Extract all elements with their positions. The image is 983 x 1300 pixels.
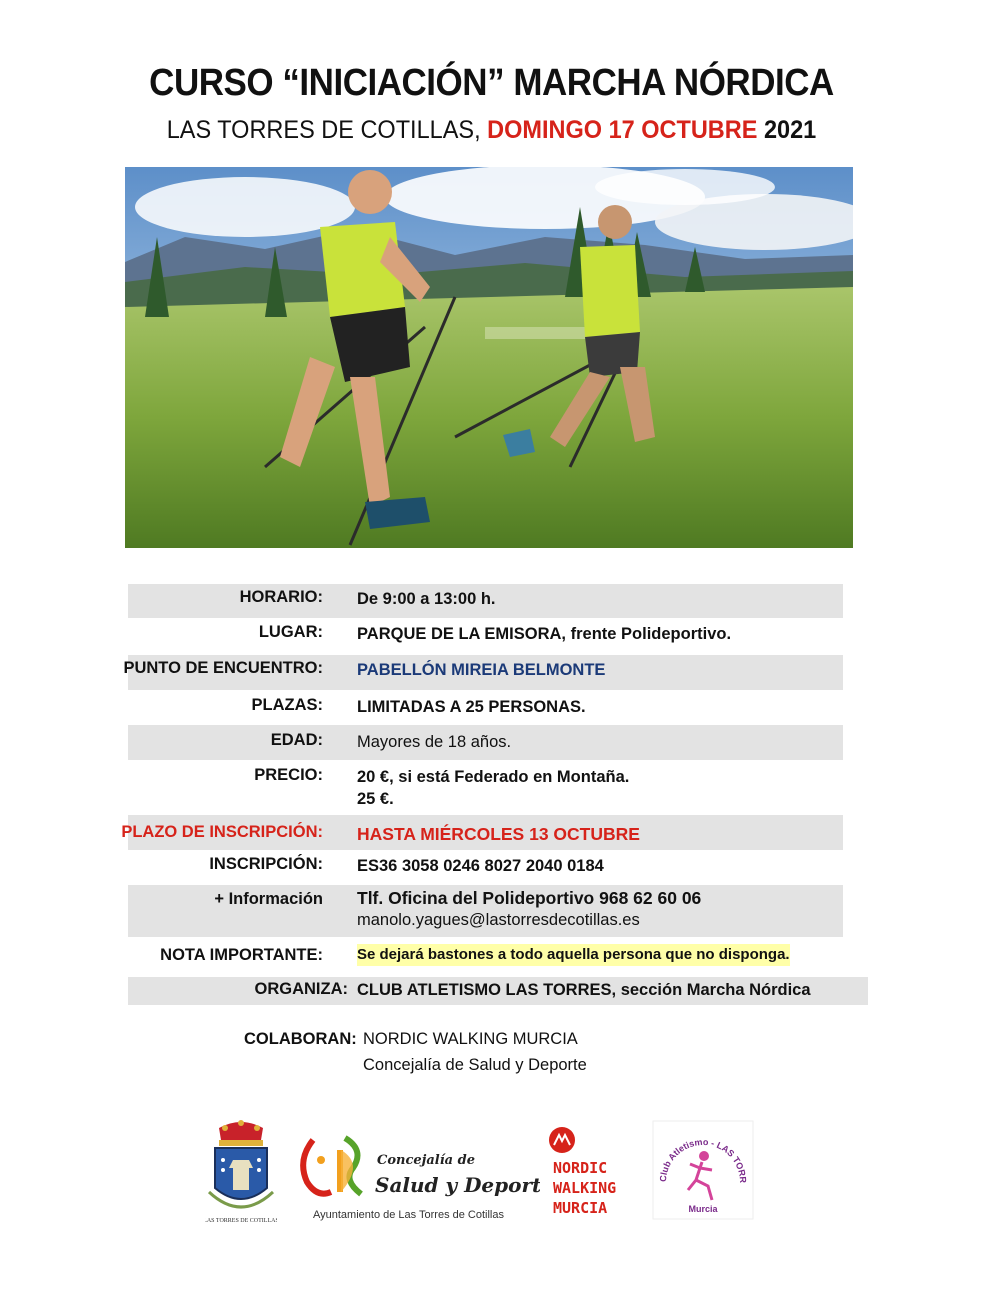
value-inscripcion: ES36 3058 0246 8027 2040 0184 xyxy=(357,857,604,875)
label-info: + Información xyxy=(214,890,323,908)
coat-of-arms-text: LAS TORRES DE COTILLAS xyxy=(205,1218,277,1224)
row-precio xyxy=(128,760,843,815)
row-horario xyxy=(128,584,843,618)
value-lugar: PARQUE DE LA EMISORA, frente Polideportivo. xyxy=(357,625,732,643)
value-horario: De 9:00 a 13:00 h. xyxy=(357,590,496,608)
label-plazas: PLAZAS: xyxy=(251,696,323,714)
row-edad xyxy=(128,725,843,760)
value-info-email[interactable]: manolo.yagues@lastorresdecotillas.es xyxy=(357,911,640,929)
value-edad: Mayores de 18 años. xyxy=(357,733,512,751)
row-lugar xyxy=(128,618,843,655)
colaboran-line2: Concejalía de Salud y Deporte xyxy=(363,1056,587,1074)
page-subtitle xyxy=(29,116,953,145)
value-info xyxy=(357,887,701,931)
row-info xyxy=(128,885,843,937)
label-organiza: ORGANIZA: xyxy=(254,980,348,998)
label-lugar: LUGAR: xyxy=(258,623,323,641)
value-info-phone: Tlf. Oficina del Polideportivo 968 62 60 06 xyxy=(357,888,702,908)
concejalia-line3: Ayuntamiento de Las Torres de Cotillas xyxy=(313,1209,504,1221)
club-atletismo-logo xyxy=(652,1120,754,1220)
subtitle-place: LAS TORRES DE COTILLAS, xyxy=(166,116,481,144)
value-plazo: HASTA MIÉRCOLES 13 OCTUBRE xyxy=(357,824,640,844)
club-arc-text: Club Atletismo - LAS TORR xyxy=(657,1136,749,1184)
label-nota: NOTA IMPORTANTE: xyxy=(160,946,323,964)
value-nota: Se dejará bastones a todo aquella persona que no disponga. xyxy=(357,944,790,966)
label-encuentro: PUNTO DE ENCUENTRO: xyxy=(123,659,323,677)
nordic-line2: WALKING xyxy=(553,1179,617,1197)
course-details xyxy=(121,584,868,1005)
label-plazo: PLAZO DE INSCRIPCIÓN: xyxy=(121,823,323,841)
label-horario: HORARIO: xyxy=(239,588,323,606)
row-plazas xyxy=(128,690,843,725)
row-nota xyxy=(128,937,843,977)
page-title: CURSO “INICIACIÓN” MARCHA NÓRDICA xyxy=(149,62,834,104)
concejalia-logo xyxy=(295,1120,540,1225)
nordic-walking-photo xyxy=(125,167,853,548)
colaboran-line1: NORDIC WALKING MURCIA xyxy=(363,1030,578,1048)
value-precio-line1: 20 €, si está Federado en Montaña. xyxy=(357,768,630,786)
label-edad: EDAD: xyxy=(270,731,323,749)
row-inscripcion xyxy=(128,850,843,885)
colaboran-label: COLABORAN: xyxy=(244,1030,357,1048)
row-plazo xyxy=(121,815,843,850)
row-encuentro xyxy=(123,655,843,690)
label-precio: PRECIO: xyxy=(254,766,323,784)
value-precio-line2: 25 €. xyxy=(357,790,394,808)
concejalia-line1: Concejalía de xyxy=(377,1153,475,1168)
nordic-line3: MURCIA xyxy=(553,1199,608,1217)
value-organiza: CLUB ATLETISMO LAS TORRES, sección Marcha Nórdica xyxy=(357,981,811,999)
value-precio xyxy=(357,766,629,810)
nordic-walking-murcia-logo xyxy=(548,1125,640,1225)
club-bottom-text: Murcia xyxy=(688,1204,718,1214)
value-encuentro: PABELLÓN MIREIA BELMONTE xyxy=(357,661,606,679)
nordic-line1: NORDIC xyxy=(553,1159,608,1177)
subtitle-year: 2021 xyxy=(763,116,817,144)
row-organiza xyxy=(128,977,868,1005)
label-inscripcion: INSCRIPCIÓN: xyxy=(209,855,323,873)
value-plazas: LIMITADAS A 25 PERSONAS. xyxy=(357,698,586,716)
coat-of-arms-logo xyxy=(205,1118,277,1228)
concejalia-line2: Salud y Deporte xyxy=(375,1173,540,1197)
subtitle-date: DOMINGO 17 OCTUBRE xyxy=(487,116,758,144)
